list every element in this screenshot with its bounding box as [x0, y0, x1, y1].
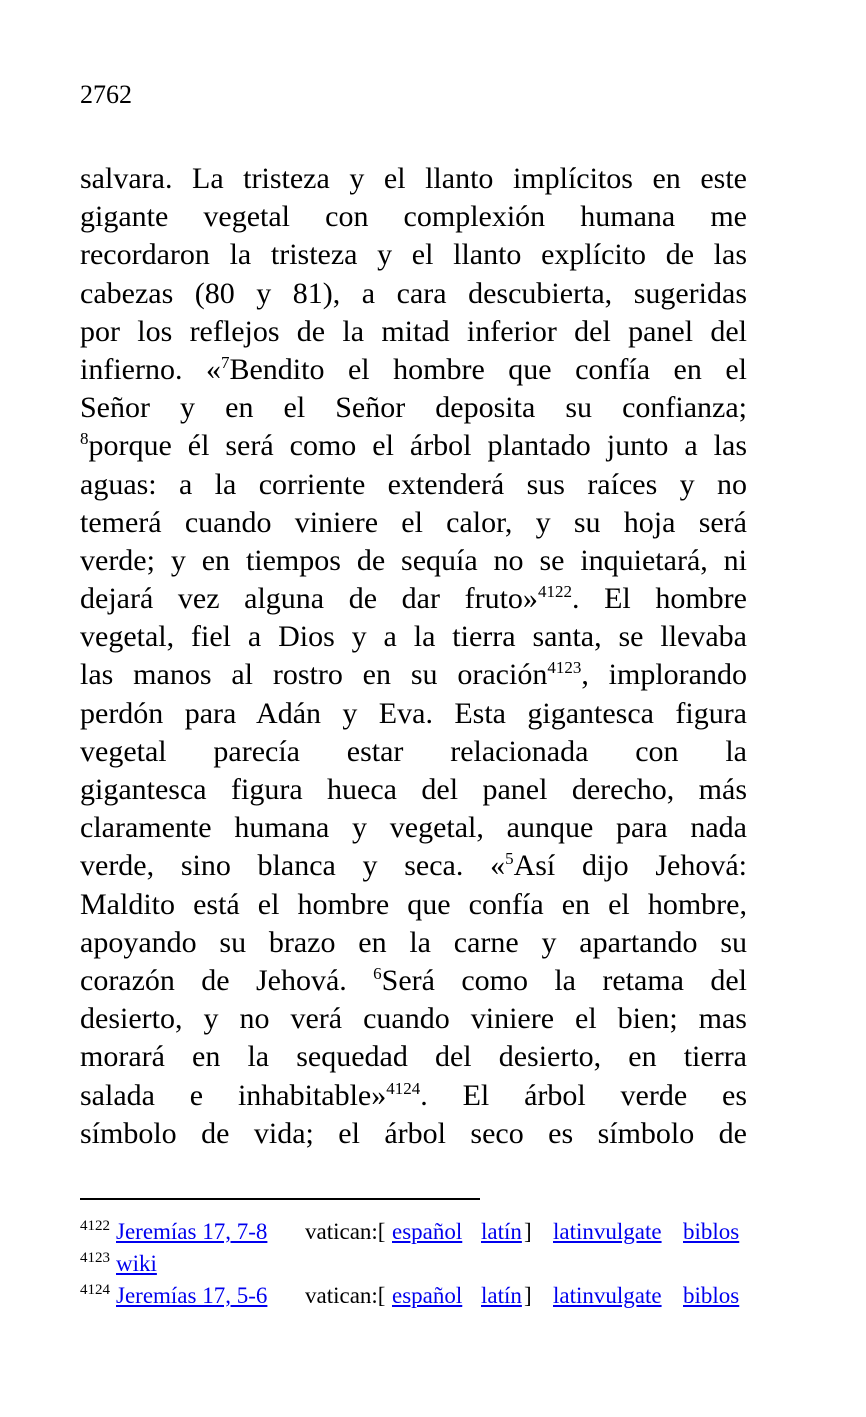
text-line [80, 198, 747, 236]
text-run: aguas: a la corriente extenderá sus raíces y no [80, 467, 747, 501]
text-run: verde, sino blanca y seca. « [80, 849, 506, 883]
text-line [80, 962, 747, 1000]
footnote-number: 4122 [80, 1218, 110, 1234]
text-run: Señor y en el Señor deposita su confianza; [80, 391, 747, 425]
footnote-marker: 4124 [386, 1078, 421, 1098]
text-run: perdón para Adán y Eva. Esta gigantesca figura [80, 696, 747, 730]
text-line [80, 275, 747, 313]
footnote-4124 [80, 1280, 760, 1312]
text-run: . El hombre [571, 582, 747, 616]
footnote-number: 4123 [80, 1250, 110, 1266]
page-number: 2762 [80, 80, 132, 109]
text-line [80, 847, 747, 885]
text-run: morará en la sequedad del desierto, en tierra [80, 1040, 747, 1074]
text-run: salvara. La tristeza y el llanto implícitos en este [80, 162, 747, 195]
biblos-link[interactable]: biblos [683, 1283, 740, 1308]
text-line [80, 809, 747, 847]
text-run: temerá cuando viniere el calor, y su hoja será [80, 505, 747, 539]
text-line [80, 924, 747, 962]
text-line [80, 580, 747, 618]
footnote-number: 4124 [80, 1282, 110, 1298]
vatican-label: vatican:[ [305, 1219, 386, 1244]
text-run: porque él será como el árbol plantado junto a las [88, 429, 747, 463]
verse-number: 6 [373, 963, 382, 983]
text-run: las manos al rostro en su oración [80, 658, 548, 692]
text-line [80, 236, 747, 274]
text-run: gigantesca figura hueca del panel derecho, más [80, 773, 747, 806]
verse-number: 7 [220, 352, 230, 372]
vatican-close: ] [524, 1219, 532, 1244]
text-run: Bendito el hombre que confía en el [229, 352, 747, 386]
text-run: por los reflejos de la mitad inferior del panel del [80, 314, 747, 348]
footnote-ref-link[interactable]: Jeremías 17, 5-6 [116, 1283, 268, 1308]
text-line [80, 160, 747, 198]
text-line [80, 1000, 747, 1038]
vatican-label: vatican:[ [305, 1283, 386, 1308]
body-text [80, 160, 747, 1153]
biblos-link[interactable]: biblos [683, 1219, 740, 1244]
text-run: Así dijo Jehová: [513, 849, 747, 883]
text-line [80, 1115, 747, 1153]
footnote-4122 [80, 1216, 760, 1248]
latinvulgate-link[interactable]: latinvulgate [553, 1219, 662, 1244]
text-run: desierto, y no verá cuando viniere el bien; mas [80, 1002, 747, 1036]
text-line [80, 313, 747, 351]
text-run: cabezas (80 y 81), a cara descubierta, sugeridas [80, 276, 747, 310]
verse-number: 5 [505, 849, 514, 869]
text-run: , implorando [581, 658, 747, 692]
latin-link[interactable]: latín [481, 1219, 522, 1244]
text-line [80, 733, 747, 771]
text-line [80, 389, 747, 427]
text-line [80, 466, 747, 504]
text-run: Maldito está el hombre que confía en el hombre, [80, 887, 747, 921]
text-run: infierno. « [80, 352, 221, 386]
text-line [80, 771, 747, 809]
espanol-link[interactable]: español [392, 1283, 463, 1308]
text-line [80, 504, 747, 542]
footnotes [80, 1216, 760, 1312]
text-run: símbolo de vida; el árbol seco es símbolo de [80, 1116, 747, 1150]
text-run: verde; y en tiempos de sequía no se inquietará, ni [80, 543, 747, 577]
text-run: vegetal, fiel a Dios y a la tierra santa, se llevaba [80, 620, 747, 654]
text-run: dejará vez alguna de dar fruto» [80, 582, 538, 616]
text-run: claramente humana y vegetal, aunque para nada [80, 811, 747, 845]
footnote-marker: 4122 [537, 582, 572, 602]
text-line [80, 427, 747, 465]
text-run: apoyando su brazo en la carne y apartando su [80, 925, 747, 959]
footnote-separator [80, 1198, 480, 1200]
text-line [80, 1077, 747, 1115]
text-run: corazón de Jehová. [80, 963, 374, 997]
text-run: salada e inhabitable» [80, 1078, 387, 1112]
text-line [80, 618, 747, 656]
footnote-4123 [80, 1248, 760, 1280]
text-run: vegetal parecía estar relacionada con la [80, 734, 747, 768]
text-run: . El árbol verde es [420, 1078, 747, 1112]
text-run: Será como la retama del [381, 963, 747, 997]
footnote-ref-link[interactable]: Jeremías 17, 7-8 [116, 1219, 268, 1244]
text-line [80, 351, 747, 389]
vatican-close: ] [524, 1283, 532, 1308]
verse-number: 8 [80, 429, 89, 449]
latin-link[interactable]: latín [481, 1283, 522, 1308]
footnote-marker: 4123 [547, 658, 582, 678]
text-line [80, 695, 747, 733]
text-line [80, 656, 747, 694]
text-line [80, 886, 747, 924]
text-line [80, 1038, 747, 1076]
text-line [80, 542, 747, 580]
espanol-link[interactable]: español [392, 1219, 463, 1244]
wiki-link[interactable]: wiki [116, 1251, 157, 1276]
text-run: gigante vegetal con complexión humana me [80, 200, 747, 234]
text-run: recordaron la tristeza y el llanto explícito de las [80, 238, 747, 272]
latinvulgate-link[interactable]: latinvulgate [553, 1283, 662, 1308]
